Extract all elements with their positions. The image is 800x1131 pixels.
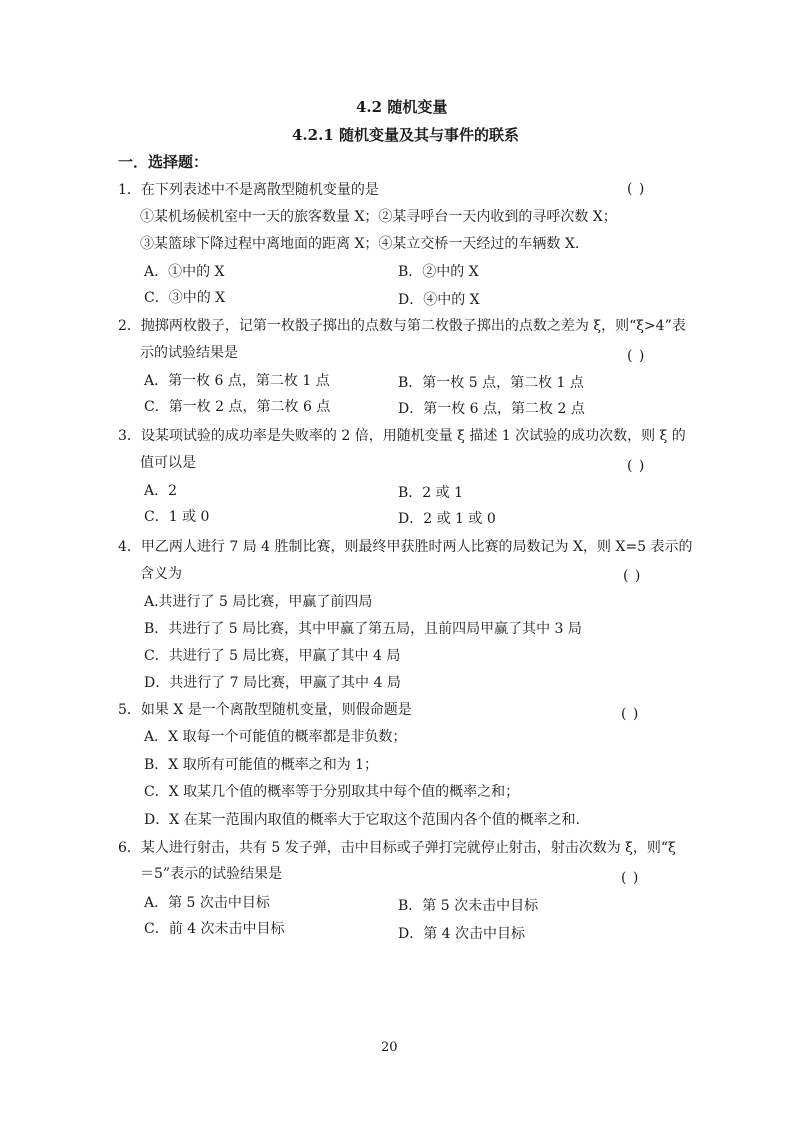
page-number: 20 [381, 1040, 398, 1055]
question-5-option-a: A．X 取每一个可能值的概率都是非负数； [144, 729, 407, 745]
question-2-option-a: A．第一枚 6 点，第二枚 1 点 [144, 373, 330, 389]
question-1-answer-paren: ( ) [627, 181, 646, 197]
question-2-answer-paren: ( ) [627, 348, 646, 364]
part-title: 一．选择题： [118, 153, 209, 171]
question-3-stem-line-2: 值可以是 [140, 455, 196, 471]
question-1-option-a: A．①中的 X [144, 264, 225, 280]
question-4-option-a: A.共进行了 5 局比赛，甲赢了前四局 [144, 594, 373, 610]
question-4-option-d: D．共进行了 7 局比赛，甲赢了其中 4 局 [144, 675, 401, 691]
question-3-option-c: C．1 或 0 [144, 509, 210, 525]
question-4-option-c: C．共进行了 5 局比赛，甲赢了其中 4 局 [144, 648, 401, 664]
question-1-option-b: B．②中的 X [398, 264, 479, 280]
question-2-option-b: B．第一枚 5 点，第二枚 1 点 [398, 375, 584, 391]
question-1-option-c: C．③中的 X [144, 290, 226, 306]
question-6-option-a: A．第 5 次击中目标 [144, 895, 270, 911]
question-5-option-c: C．X 取某几个值的概率等于分别取其中每个值的概率之和； [144, 784, 520, 800]
question-3-answer-paren: ( ) [627, 458, 646, 474]
chapter-title: 4.2 随机变量 [356, 98, 448, 116]
question-6-stem-line-1: 6．某人进行射击，共有 5 发子弹，击中目标或子弹打完就停止射击，射击次数为 ξ，则“ξ [118, 840, 676, 856]
question-3-option-d: D．2 或 1 或 0 [398, 511, 496, 527]
question-5-option-d: D．X 在某一范围内取值的概率大于它取这个范围内各个值的概率之和. [144, 812, 581, 828]
question-4-answer-paren: ( ) [623, 568, 642, 584]
question-6-option-c: C．前 4 次未击中目标 [144, 921, 285, 937]
question-5-answer-paren: ( ) [621, 706, 640, 722]
question-6-option-d: D．第 4 次击中目标 [398, 926, 526, 942]
question-2-option-d: D．第一枚 6 点，第二枚 2 点 [398, 401, 585, 417]
question-6-answer-paren: ( ) [621, 870, 640, 886]
question-3-option-a: A．2 [144, 483, 178, 499]
question-6-stem-line-2: ＝5”表示的试验结果是 [140, 866, 283, 882]
question-3-stem-line-1: 3．设某项试验的成功率是失败率的 2 倍，用随机变量 ξ 描述 1 次试验的成功次数，则 ξ 的 [118, 428, 686, 444]
question-4-option-b: B．共进行了 5 局比赛，其中甲赢了第五局，且前四局甲赢了其中 3 局 [144, 621, 582, 637]
question-1-stem: 1．在下列表述中不是离散型随机变量的是 [118, 182, 379, 198]
question-1-item-line-2: ③某篮球下降过程中离地面的距离 X；④某立交桥一天经过的车辆数 X. [140, 236, 580, 252]
question-4-stem-line-2: 含义为 [140, 566, 182, 582]
question-2-stem-line-2: 示的试验结果是 [140, 345, 238, 361]
question-3-option-b: B．2 或 1 [398, 485, 464, 501]
question-5-option-b: B．X 取所有可能值的概率之和为 1； [144, 757, 379, 773]
question-2-option-c: C．第一枚 2 点，第二枚 6 点 [144, 399, 331, 415]
question-5-stem: 5．如果 X 是一个离散型随机变量，则假命题是 [118, 702, 412, 718]
question-1-item-line-1: ①某机场候机室中一天的旅客数量 X；②某寻呼台一天内收到的寻呼次数 X； [140, 209, 617, 225]
question-6-option-b: B．第 5 次未击中目标 [398, 898, 539, 914]
question-2-stem-line-1: 2．抛掷两枚骰子，记第一枚骰子掷出的点数与第二枚骰子掷出的点数之差为 ξ，则“ξ>4”表 [118, 318, 686, 334]
question-1-option-d: D．④中的 X [398, 292, 480, 308]
section-title: 4.2.1 随机变量及其与事件的联系 [292, 126, 519, 144]
question-4-stem-line-1: 4．甲乙两人进行 7 局 4 胜制比赛，则最终甲获胜时两人比赛的局数记为 X，则 X=5 表示的 [118, 539, 693, 555]
